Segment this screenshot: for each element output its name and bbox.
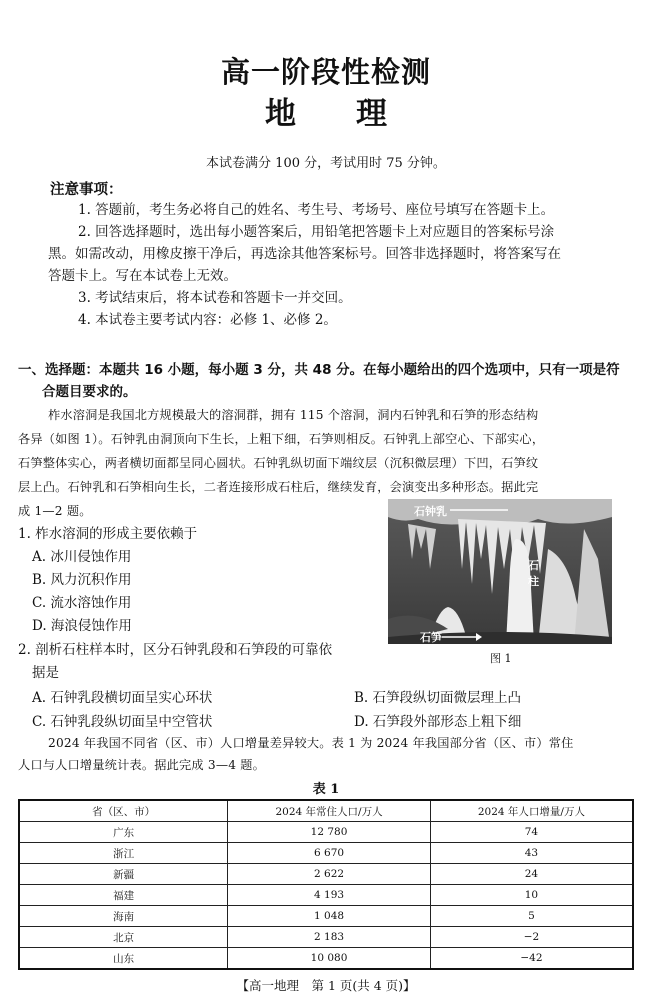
table-row [19, 927, 633, 948]
notice-line: 答题卡上。写在本试卷上无效。 [48, 268, 237, 284]
notice-heading: 注意事项： [50, 182, 123, 198]
table-cell: 43 [430, 843, 633, 864]
table-cell: 1 048 [228, 906, 431, 927]
table-cell: 10 [430, 885, 633, 906]
subject-title: 地理 [265, 96, 447, 132]
q2-option-d: D. 石笋段外部形态上粗下细 [354, 714, 522, 730]
table-cell: 山东 [19, 948, 228, 970]
table-cell: 74 [430, 822, 633, 843]
section-heading-cont: 合题目要求的。 [42, 384, 137, 400]
table-cell: 12 780 [228, 822, 431, 843]
notice-line: 4. 本试卷主要考试内容：必修 1、必修 2。 [78, 312, 337, 328]
table-cell: 5 [430, 906, 633, 927]
passage-line: 2024 年我国不同省（区、市）人口增量差异较大。表 1 为 2024 年我国部分省（区、市）常住 [48, 736, 574, 750]
label-stalactite: 石钟乳 [414, 505, 447, 518]
table-cell: 广东 [19, 822, 228, 843]
q2-option-c: C. 石钟乳段纵切面呈中空管状 [32, 714, 213, 730]
table-cell: 24 [430, 864, 633, 885]
passage-line: 成 1—2 题。 [18, 504, 92, 518]
q2-option-b: B. 石笋段纵切面微层理上凸 [354, 690, 522, 706]
cave-photo [388, 499, 612, 644]
table-caption: 表 1 [312, 782, 340, 797]
notice-line: 黑。如需改动，用橡皮擦干净后，再选涂其他答案标号。回答非选择题时，将答案写在 [48, 246, 561, 262]
q1-option-c: C. 流水溶蚀作用 [32, 595, 132, 611]
label-column-char: 柱 [528, 575, 539, 588]
label-column-char: 石 [528, 559, 539, 572]
table-row [19, 843, 633, 864]
notice-line: 3. 考试结束后，将本试卷和答题卡一并交回。 [78, 290, 352, 306]
q1-option-b: B. 风力沉积作用 [32, 572, 132, 588]
table-header-cell: 2024 年人口增量/万人 [430, 800, 633, 822]
passage-line: 柞水溶洞是我国北方规模最大的溶洞群，拥有 115 个溶洞，洞内石钟乳和石笋的形态结构 [48, 408, 539, 422]
figure-caption: 图 1 [490, 652, 512, 665]
table-cell: 浙江 [19, 843, 228, 864]
q2-option-a: A. 石钟乳段横切面呈实心环状 [32, 690, 213, 706]
table-cell: 北京 [19, 927, 228, 948]
passage-line: 各异（如图 1）。石钟乳由洞顶向下生长，上粗下细，石笋则相反。石钟乳上部空心、下部实心， [18, 432, 545, 446]
table-cell: −42 [430, 948, 633, 970]
table-cell: 6 670 [228, 843, 431, 864]
passage-line: 石笋整体实心，两者横切面都呈同心圆状。石钟乳纵切面下端纹层（沉积微层理）下凹，石笋纹 [18, 456, 539, 470]
table-cell: 海南 [19, 906, 228, 927]
passage-line: 人口与人口增量统计表。据此完成 3—4 题。 [18, 758, 266, 772]
section-heading: 一、选择题：本题共 16 小题，每小题 3 分，共 48 分。在每小题给出的四个选项中，只有一项是符 [18, 362, 620, 378]
notice-line: 2. 回答选择题时，选出每小题答案后，用铅笔把答题卡上对应题目的答案标号涂 [78, 224, 555, 240]
table-row [19, 885, 633, 906]
label-stalagmite: 石笋 [420, 631, 442, 644]
table-cell: 10 080 [228, 948, 431, 970]
table-cell: −2 [430, 927, 633, 948]
q1-option-d: D. 海浪侵蚀作用 [32, 618, 132, 634]
question-2-stem: 2. 剖析石柱样本时，区分石钟乳段和石笋段的可靠依 [18, 642, 333, 658]
question-1-stem: 1. 柞水溶洞的形成主要依赖于 [18, 526, 198, 542]
table-header-cell: 省（区、市） [19, 800, 228, 822]
table-row [19, 948, 633, 970]
table-header-row [19, 800, 633, 822]
population-table [18, 799, 634, 970]
table-row [19, 864, 633, 885]
table-row [19, 822, 633, 843]
table-cell: 福建 [19, 885, 228, 906]
table-cell: 2 183 [228, 927, 431, 948]
question-2-stem-cont: 据是 [32, 665, 59, 681]
table-cell: 2 622 [228, 864, 431, 885]
exam-title: 高一阶段性检测 [220, 55, 431, 89]
page-footer: 【高一地理 第 1 页(共 4 页)】 [236, 978, 416, 993]
table-cell: 新疆 [19, 864, 228, 885]
cave-photo-illustration [388, 499, 612, 644]
notice-line: 1. 答题前，考生务必将自己的姓名、考生号、考场号、座位号填写在答题卡上。 [78, 202, 555, 218]
table-header-cell: 2024 年常住人口/万人 [228, 800, 431, 822]
exam-meta: 本试卷满分 100 分，考试用时 75 分钟。 [206, 156, 446, 171]
passage-line: 层上凸。石钟乳和石笋相向生长，二者连接形成石柱后，继续发育，会演变出多种形态。据此完 [18, 480, 539, 494]
stalactite-pointer-line [450, 507, 510, 513]
table-row [19, 906, 633, 927]
q1-option-a: A. 冰川侵蚀作用 [32, 549, 132, 565]
stalagmite-pointer-arrow [442, 633, 482, 641]
table-cell: 4 193 [228, 885, 431, 906]
